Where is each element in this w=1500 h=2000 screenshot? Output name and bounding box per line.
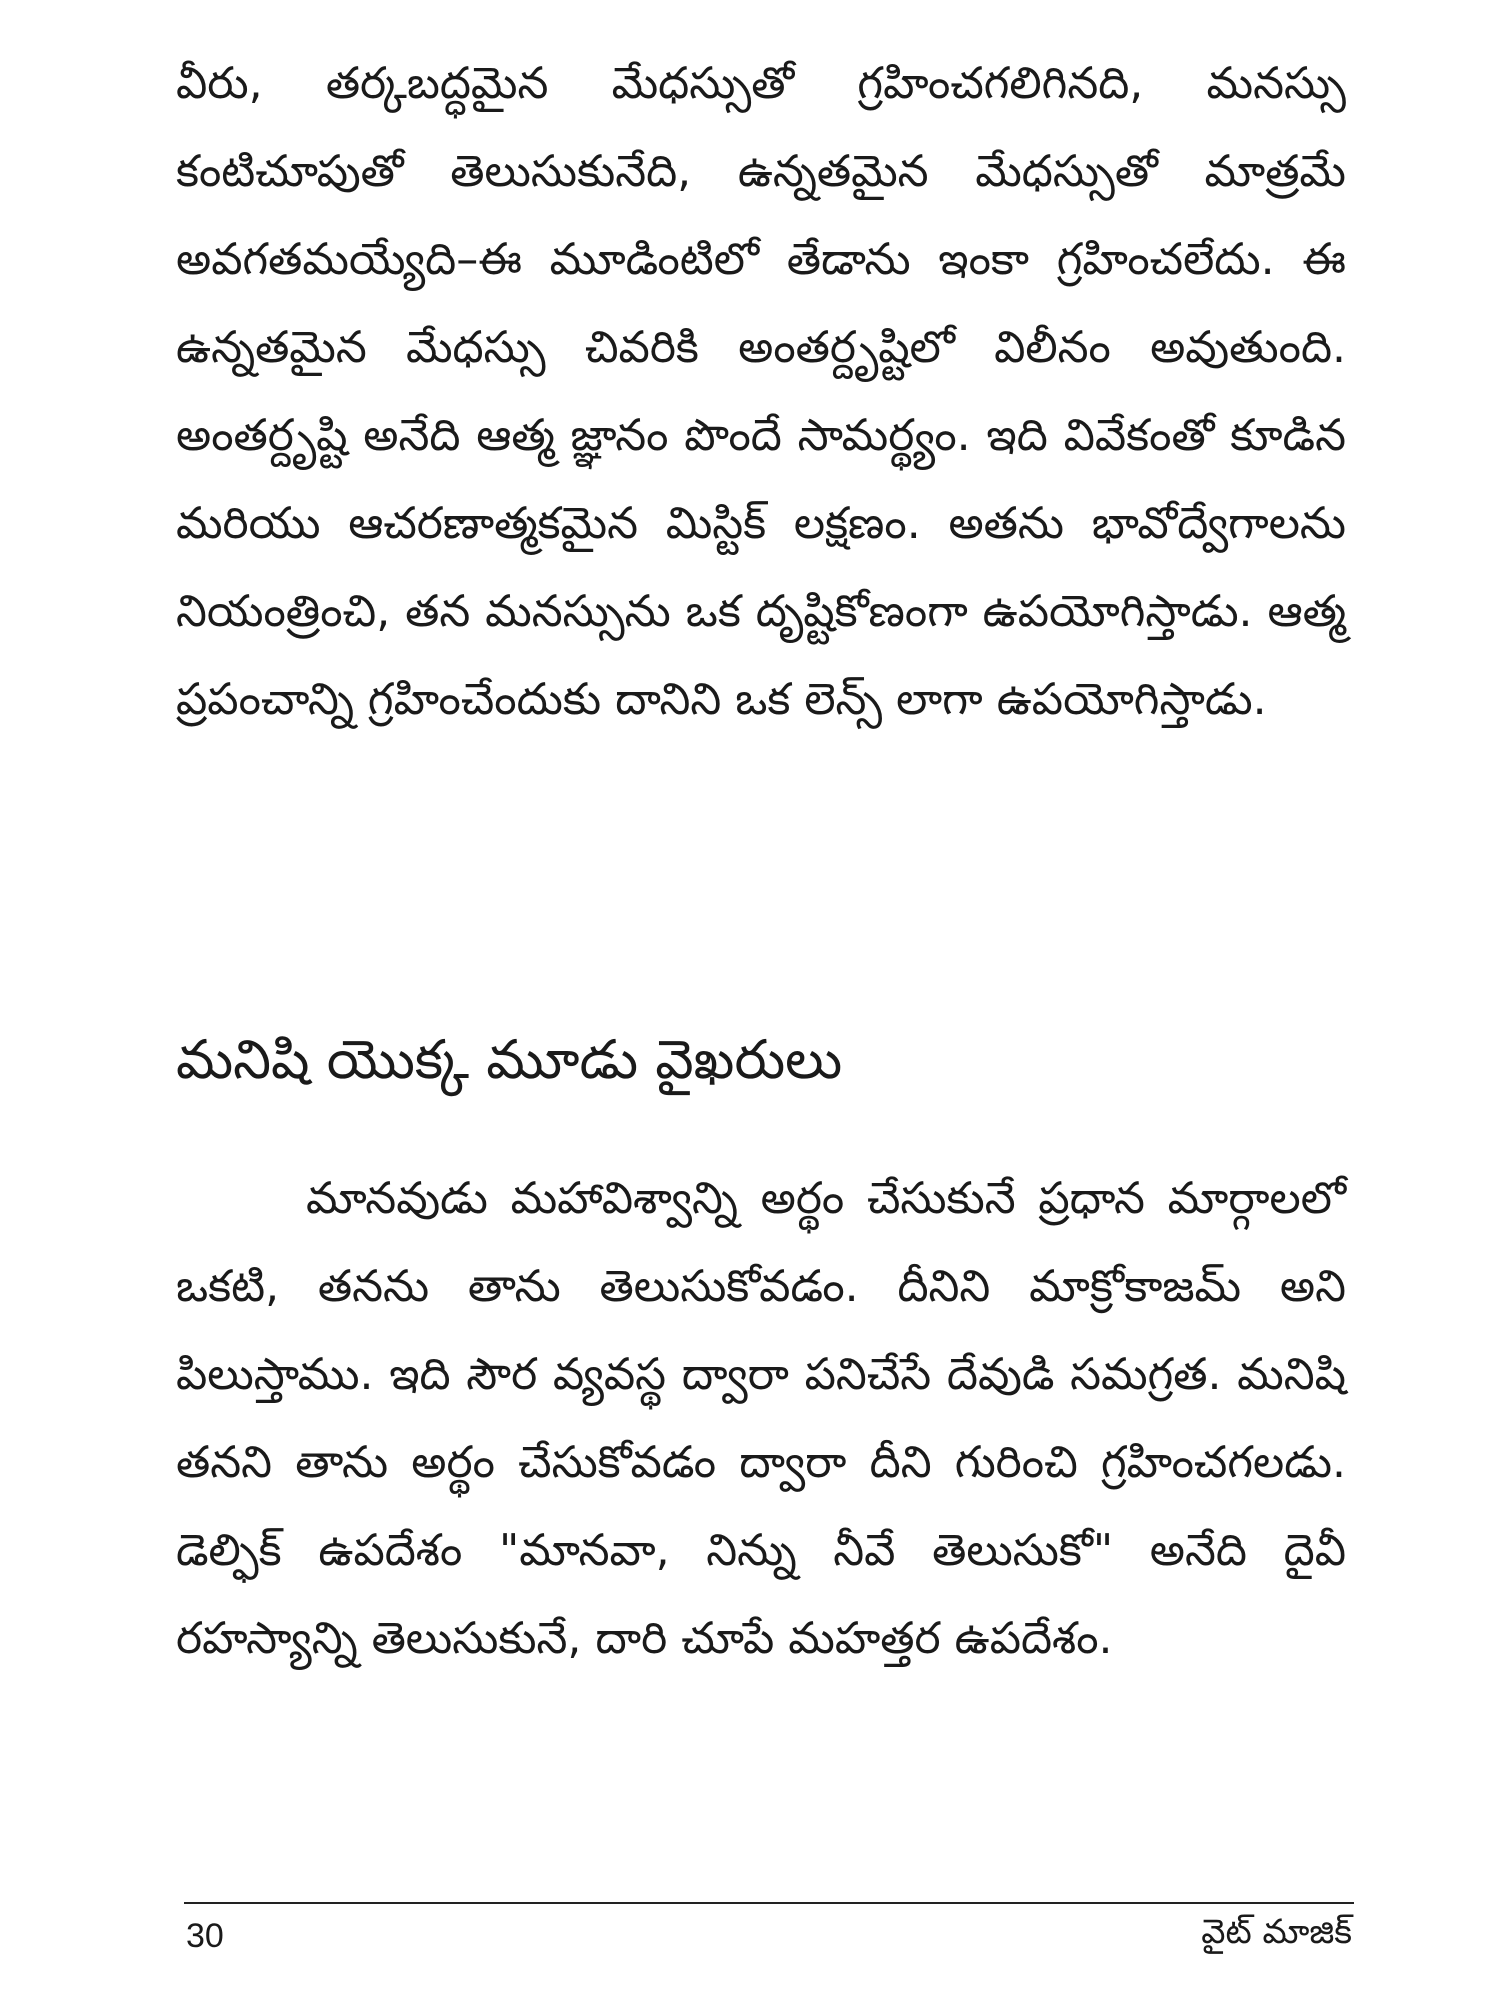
footer-divider xyxy=(184,1902,1354,1904)
section-heading: మనిషి యొక్క మూడు వైఖరులు xyxy=(176,1028,843,1091)
body-paragraph-1: వీరు, తర్కబద్ధమైన మేధస్సుతో గ్రహించగలిగినది, మనస్సు కంటిచూపుతో తెలుసుకునేది, ఉన్నతమైన మేధస్సుతో మాత్రమే అవగతమయ్యేది–ఈ మూడింటిలో తేడాను ఇంకా గ్రహించలేదు. ఈ ఉన్నతమైన మేధస్సు చివరికి అంతర్దృష్టిలో విలీనం అవుతుంది. అంతర్దృష్టి అనేది ఆత్మ జ్ఞానం పొందే సామర్థ్యం. ఇది వివేకంతో కూడిన మరియు ఆచరణాత్మకమైన మిస్టిక్ లక్షణం. అతను భావోద్వేగాలను నియంత్రించి, తన మనస్సును ఒక దృష్టికోణంగా ఉపయోగిస్తాడు. ఆత్మ ప్రపంచాన్ని గ్రహించేందుకు దానిని ఒక లెన్స్ లాగా ఉపయోగిస్తాడు. xyxy=(176,58,1346,725)
body-paragraph-2: మానవుడు మహావిశ్వాన్ని అర్థం చేసుకునే ప్రధాన మార్గాలలో ఒకటి, తనను తాను తెలుసుకోవడం. దీనిని మాక్రోకాజమ్ అని పిలుస్తాము. ఇది సౌర వ్యవస్థ ద్వారా పనిచేసే దేవుడి సమగ్రత. మనిషి తనని తాను అర్థం చేసుకోవడం ద్వారా దీని గురించి గ్రహించగలడు. డెల్ఫిక్ ఉపదేశం "మానవా, నిన్ను నీవే తెలుసుకో" అనేది దైవీ రహస్యాన్ని తెలుసుకునే, దారి చూపే మహత్తర ఉపదేశం. xyxy=(176,1173,1346,1664)
running-title: వైట్ మాజిక్ xyxy=(1201,1912,1352,1952)
page-number: 30 xyxy=(186,1917,224,1955)
